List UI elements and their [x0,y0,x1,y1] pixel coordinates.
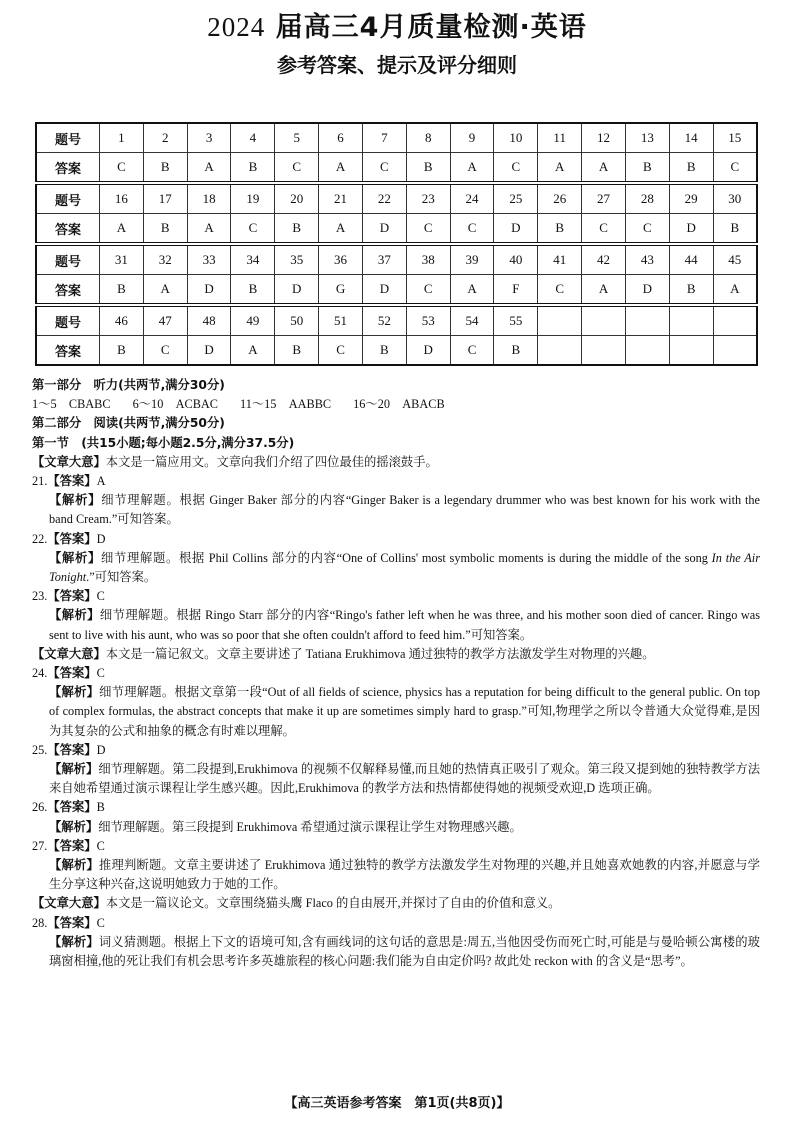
answer-cell: B [625,153,669,184]
question-number-cell: 29 [669,183,713,214]
passage-summary [32,453,760,472]
question-number-cell: 22 [362,183,406,214]
question-number-cell: 7 [362,123,406,153]
answer-cell: D [625,275,669,306]
answer-cell: A [187,153,231,184]
analysis-text: 推理判断题。文章主要讲述了 Erukhimova 通过独特的教学方法激发学生对物理的兴趣,并且她喜欢她教的内容,并愿意与学生分享这种兴奋,这说明她致力于她的工作。 [49,858,760,892]
answer-cell [669,336,713,366]
listening-group: 6～10 ACBAC [132,397,218,412]
item-number: 22. [32,531,48,546]
answer-row [36,153,757,184]
question-number-cell: 31 [100,244,144,275]
question-number-cell: 21 [319,183,363,214]
answer-cell: B [494,336,538,366]
listening-group: 1～5 CBABC [32,397,111,412]
question-number-cell: 45 [713,244,757,275]
question-number-cell: 54 [450,305,494,336]
answer-row [36,336,757,366]
question-number-cell: 6 [319,123,363,153]
question-number-cell: 1 [100,123,144,153]
answer-label: 【答案】 [47,800,97,815]
answer-cell: A [100,214,144,245]
answer-cell: A [713,275,757,306]
question-number-cell: 8 [406,123,450,153]
section1-heading: 第一节 (共15小题;每小题2.5分,满分37.5分) [32,435,295,450]
analysis-label: 【解析】 [49,762,99,777]
item-analysis [32,683,760,741]
question-number-cell [538,305,582,336]
answer-cell: C [406,214,450,245]
part2-heading: 第二部分 阅读(共两节,满分50分) [32,416,225,431]
analysis-text: .”可知答案。 [86,570,157,585]
answer-label: 【答案】 [47,742,97,757]
question-number-row [36,244,757,275]
answer-cell: B [669,153,713,184]
item-answer [32,914,760,933]
answer-cell: B [669,275,713,306]
analysis-label: 【解析】 [49,819,99,834]
item-answer [32,587,760,606]
row-label-question: 题号 [36,244,100,275]
summary-label: 【文章大意】 [32,646,106,661]
question-number-cell: 35 [275,244,319,275]
question-number-cell: 23 [406,183,450,214]
item-analysis [32,491,760,529]
answer-cell: B [100,336,144,366]
answer-cell: D [187,336,231,366]
question-number-cell: 53 [406,305,450,336]
answer-cell: D [362,275,406,306]
answer-label: 【答案】 [47,838,97,853]
item-number: 24. [32,666,48,681]
answer-cell: B [100,275,144,306]
answer-label: 【答案】 [47,666,97,681]
question-number-cell [625,305,669,336]
row-label-answer: 答案 [36,336,100,366]
answer-cell: C [319,336,363,366]
item-number: 25. [32,742,48,757]
answer-value: C [96,915,105,930]
question-number-cell: 16 [100,183,144,214]
item-number: 23. [32,589,48,604]
item-number: 21. [32,474,48,489]
question-number-cell: 20 [275,183,319,214]
document-body [32,376,760,971]
question-number-cell: 12 [582,123,626,153]
question-number-cell: 2 [143,123,187,153]
answer-cell [538,336,582,366]
summary-label: 【文章大意】 [32,896,106,911]
document-subtitle: 参考答案、提示及评分细则 [277,53,517,77]
answer-cell: D [406,336,450,366]
answer-cell: C [231,214,275,245]
question-number-cell: 10 [494,123,538,153]
answer-cell: C [275,153,319,184]
item-answer [32,798,760,817]
answer-cell: D [275,275,319,306]
question-number-cell: 30 [713,183,757,214]
item-number: 28. [32,915,48,930]
question-number-cell: 19 [231,183,275,214]
analysis-text: 细节理解题。根据 Phil Collins 部分的内容“One of Collins' most symbolic moments is during the middle of the song [100,550,712,565]
question-number-cell: 46 [100,305,144,336]
question-number-cell: 40 [494,244,538,275]
question-number-cell: 49 [231,305,275,336]
row-label-question: 题号 [36,123,100,153]
answer-cell: A [538,153,582,184]
answer-cell: C [713,153,757,184]
answer-cell: A [582,275,626,306]
answer-cell: B [143,153,187,184]
answer-cell: A [319,153,363,184]
question-number-cell: 41 [538,244,582,275]
item-analysis [32,606,760,644]
title-year: 2024 [207,12,266,42]
question-number-cell: 39 [450,244,494,275]
answer-cell: A [582,153,626,184]
row-label-answer: 答案 [36,153,100,184]
question-number-cell: 15 [713,123,757,153]
question-number-cell [669,305,713,336]
question-number-cell: 48 [187,305,231,336]
question-number-cell: 11 [538,123,582,153]
analysis-text: 细节理解题。根据 Ringo Starr 部分的内容“Ringo's father left when he was three, and his mother soon died of cancer. Ringo was sent to live with his aunt, who was so poor that she often couldn't afford to feed him.”可知答案。 [49,608,760,642]
row-label-answer: 答案 [36,275,100,306]
answer-cell: B [275,214,319,245]
analysis-text: 细节理解题。第二段提到,Erukhimova 的视频不仅解释易懂,而且她的热情真正吸引了观众。第三段又提到她的独特教学方法来自她希望通过演示课程让学生感兴趣。因此,Erukhimova 的教学方法和热情都使得她的视频受欢迎,D 选项正确。 [49,762,760,796]
item-answer [32,472,760,491]
question-number-cell: 47 [143,305,187,336]
passage-summary [32,645,760,664]
answer-cell: C [494,153,538,184]
item-answer [32,741,760,760]
answer-cell: C [450,336,494,366]
question-number-cell: 28 [625,183,669,214]
item-analysis [32,856,760,894]
answer-cell: F [494,275,538,306]
question-number-cell [713,305,757,336]
answer-cell: C [450,214,494,245]
row-label-question: 题号 [36,305,100,336]
answer-value: C [96,589,105,604]
analysis-label: 【解析】 [49,934,99,949]
listening-answers [32,395,760,414]
question-number-cell: 52 [362,305,406,336]
answer-cell: D [187,275,231,306]
title-text: 届高三4月质量检测·英语 [275,12,587,43]
analysis-label: 【解析】 [49,858,99,873]
answer-label: 【答案】 [47,589,97,604]
summary-label: 【文章大意】 [32,454,106,469]
question-number-cell: 44 [669,244,713,275]
row-label-answer: 答案 [36,214,100,245]
question-number-cell: 32 [143,244,187,275]
answer-cell: C [582,214,626,245]
answer-cell: C [625,214,669,245]
analysis-text: 细节理解题。根据文章第一段“Out of all fields of science, physics has a reputation for being difficult to the general public. On top of complex formulas, the abstract concepts that make it up are sometimes simply hard to grasp.”可知,物理学之所以令普通大众觉得难,是因为其复杂的公式和抽象的概念有时难以理解。 [49,685,760,738]
listening-group: 11～15 AABBC [240,397,332,412]
item-analysis [32,818,760,837]
answer-cell: C [100,153,144,184]
analysis-text: 词义猜测题。根据上下文的语境可知,含有画线词的这句话的意思是:周五,当他因受伤而死亡时,可能是与曼哈顿公寓楼的玻璃窗相撞,他的死让我们有机会思考许多英雄旅程的核心问题:我们能为自由定价吗? 故此处 reckon with 的含义是“思考”。 [49,934,760,969]
answer-row [36,214,757,245]
answer-cell: A [450,275,494,306]
item-answer [32,664,760,683]
analysis-label: 【解析】 [49,608,100,623]
question-number-cell: 50 [275,305,319,336]
analysis-text: 细节理解题。根据 Ginger Baker 部分的内容“Ginger Baker is a legendary drummer who was best known for his work with the band Cream.”可知答案。 [49,493,760,527]
question-number-cell: 4 [231,123,275,153]
part1-heading: 第一部分 听力(共两节,满分30分) [32,378,225,392]
item-analysis [32,933,760,971]
question-number-cell: 51 [319,305,363,336]
question-number-cell: 18 [187,183,231,214]
answer-cell: C [406,275,450,306]
summary-text: 本文是一篇应用文。文章向我们介绍了四位最佳的摇滚鼓手。 [105,454,438,469]
question-number-cell: 27 [582,183,626,214]
analysis-label: 【解析】 [49,685,100,700]
question-number-cell: 34 [231,244,275,275]
answer-cell: D [362,214,406,245]
question-number-cell: 3 [187,123,231,153]
question-number-cell: 5 [275,123,319,153]
item-analysis [32,549,760,587]
answer-cell: D [494,214,538,245]
answer-cell: A [187,214,231,245]
answer-value: D [96,531,106,546]
question-number-cell: 25 [494,183,538,214]
answer-cell [713,336,757,366]
row-label-question: 题号 [36,183,100,214]
answer-value: D [96,742,106,757]
answer-cell: B [538,214,582,245]
question-number-cell: 38 [406,244,450,275]
answer-label: 【答案】 [47,474,97,489]
document-title [0,10,794,45]
answer-cell: A [231,336,275,366]
answer-cell: A [319,214,363,245]
analysis-text: 细节理解题。第三段提到 Erukhimova 希望通过演示课程让学生对物理感兴趣。 [98,819,522,834]
question-number-row [36,183,757,214]
answer-cell: C [143,336,187,366]
summary-text: 本文是一篇议论文。文章围绕猫头鹰 Flaco 的自由展开,并探讨了自由的价值和意义。 [105,896,561,911]
song-title: In the Air Tonight [49,550,760,585]
item-answer [32,530,760,549]
answer-value: A [96,474,106,489]
page-footer: 【高三英语参考答案 第1页(共8页)】 [284,1096,510,1111]
question-number-cell: 24 [450,183,494,214]
answer-cell: D [669,214,713,245]
answer-cell: C [538,275,582,306]
answer-cell [582,336,626,366]
question-number-cell: 9 [450,123,494,153]
question-number-cell: 14 [669,123,713,153]
question-number-cell: 13 [625,123,669,153]
answer-cell: A [143,275,187,306]
question-number-row [36,305,757,336]
question-number-cell: 36 [319,244,363,275]
answer-cell [625,336,669,366]
answer-cell: B [275,336,319,366]
answer-value: C [96,666,105,681]
answer-cell: B [362,336,406,366]
answer-value: C [96,838,105,853]
listening-group: 16～20 ABACB [353,397,445,412]
answer-cell: B [406,153,450,184]
summary-text: 本文是一篇记叙文。文章主要讲述了 Tatiana Erukhimova 通过独特的教学方法激发学生对物理的兴趣。 [105,646,655,661]
item-answer [32,837,760,856]
item-number: 27. [32,838,48,853]
answer-row [36,275,757,306]
answer-table [35,122,758,366]
answer-cell: G [319,275,363,306]
analysis-label: 【解析】 [49,493,102,508]
answer-cell: B [143,214,187,245]
analysis-label: 【解析】 [49,550,101,565]
answer-cell: B [231,153,275,184]
question-number-cell: 43 [625,244,669,275]
item-analysis [32,760,760,798]
answer-cell: B [231,275,275,306]
question-number-row [36,123,757,153]
answer-label: 【答案】 [47,531,97,546]
question-number-cell: 55 [494,305,538,336]
passage-summary [32,894,760,913]
answer-label: 【答案】 [47,915,97,930]
question-number-cell: 26 [538,183,582,214]
answer-cell: A [450,153,494,184]
answer-cell: C [362,153,406,184]
question-number-cell: 42 [582,244,626,275]
item-number: 26. [32,800,48,815]
answer-value: B [96,800,105,815]
question-number-cell [582,305,626,336]
question-number-cell: 37 [362,244,406,275]
answer-cell: B [713,214,757,245]
question-number-cell: 33 [187,244,231,275]
question-number-cell: 17 [143,183,187,214]
